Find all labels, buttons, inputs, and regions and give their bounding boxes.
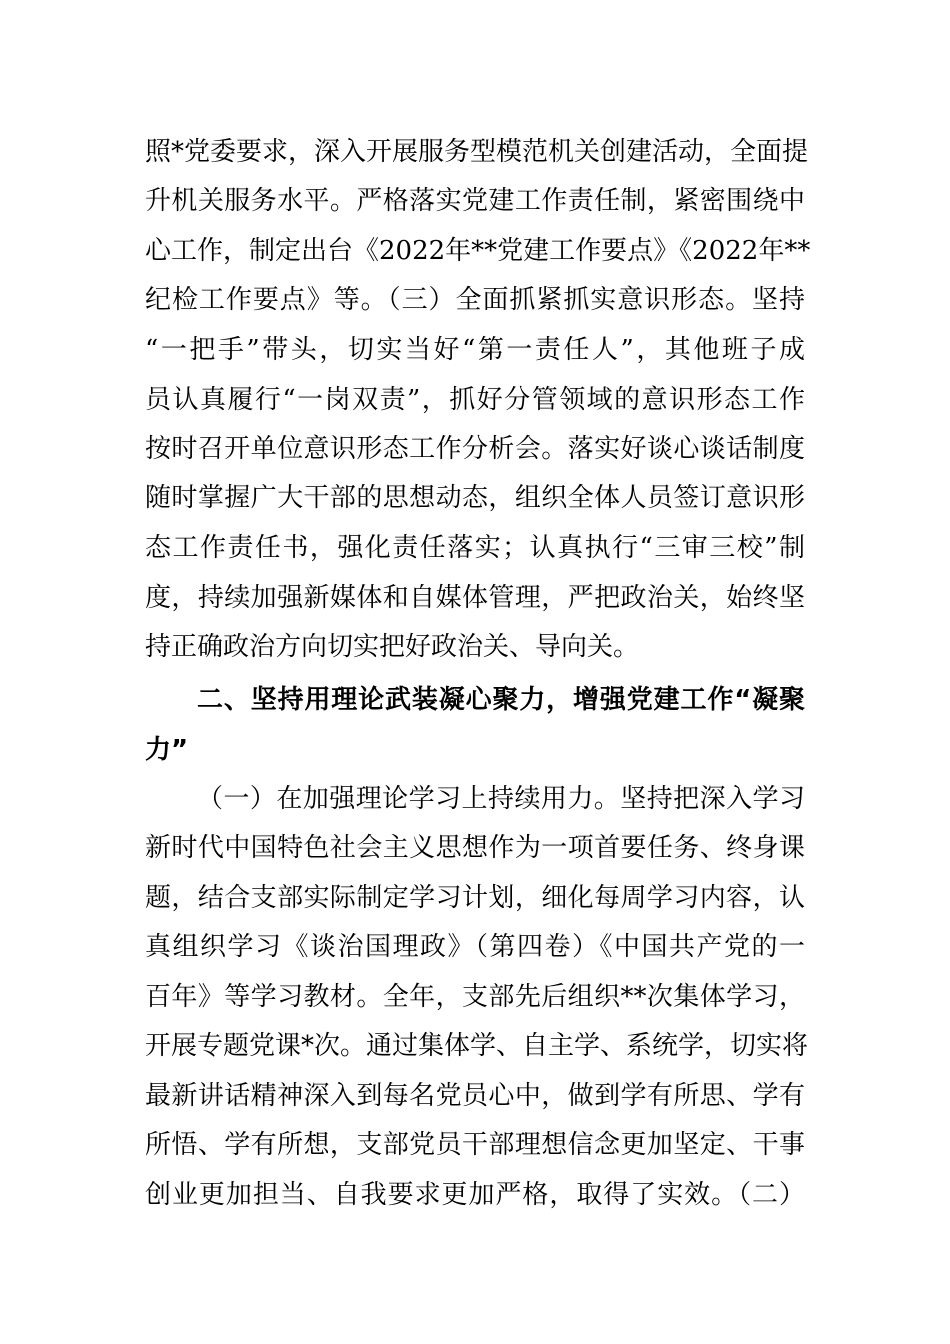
paragraph-line: 开展专题党课*次。通过集体学、自主学、系统学，切实将: [145, 1031, 809, 1061]
paragraph-line: 度，持续加强新媒体和自媒体管理，严把政治关，始终坚: [145, 583, 805, 613]
heading-line: 二、坚持用理论武装凝心聚力，增强党建工作“凝聚: [197, 685, 805, 715]
paragraph-line: 真组织学习《谈治国理政》（第四卷）《中国共产党的一: [145, 932, 805, 962]
paragraph-line: 员认真履行“一岗双责”，抓好分管领域的意识形态工作: [145, 385, 805, 415]
paragraph-line: 态工作责任书，强化责任落实；认真执行“三审三校”制: [145, 533, 805, 563]
paragraph-line: 最新讲话精神深入到每名党员心中，做到学有所思、学有: [145, 1081, 805, 1111]
paragraph-line: 心工作，制定出台《2022年**党建工作要点》《2022年**: [145, 236, 811, 266]
paragraph-line: “一把手”带头，切实当好“第一责任人”，其他班子成: [145, 335, 805, 365]
paragraph-line: 照*党委要求，深入开展服务型模范机关创建活动，全面提: [145, 137, 809, 167]
paragraph-line: 升机关服务水平。严格落实党建工作责任制，紧密围绕中: [145, 186, 805, 216]
paragraph-line: 纪检工作要点》等。（三）全面抓紧抓实意识形态。坚持: [145, 285, 805, 315]
paragraph-line: 按时召开单位意识形态工作分析会。落实好谈心谈话制度: [145, 434, 805, 464]
paragraph-line: 持正确政治方向切实把好政治关、导向关。: [145, 632, 640, 662]
paragraph-line: 百年》等学习教材。全年，支部先后组织**次集体学习，: [145, 982, 805, 1012]
paragraph-line: 随时掌握广大干部的思想动态，组织全体人员签订意识形: [145, 483, 805, 513]
paragraph-line: 创业更加担当、自我要求更加严格，取得了实效。（二）: [145, 1180, 805, 1210]
paragraph-line: （一）在加强理论学习上持续用力。坚持把深入学习: [197, 784, 805, 814]
heading-line: 力”: [145, 735, 189, 765]
paragraph-line: 题，结合支部实际制定学习计划，细化每周学习内容，认: [145, 883, 805, 913]
paragraph-line: 所悟、学有所想，支部党员干部理想信念更加坚定、干事: [145, 1130, 805, 1160]
paragraph-line: 新时代中国特色社会主义思想作为一项首要任务、终身课: [145, 833, 805, 863]
